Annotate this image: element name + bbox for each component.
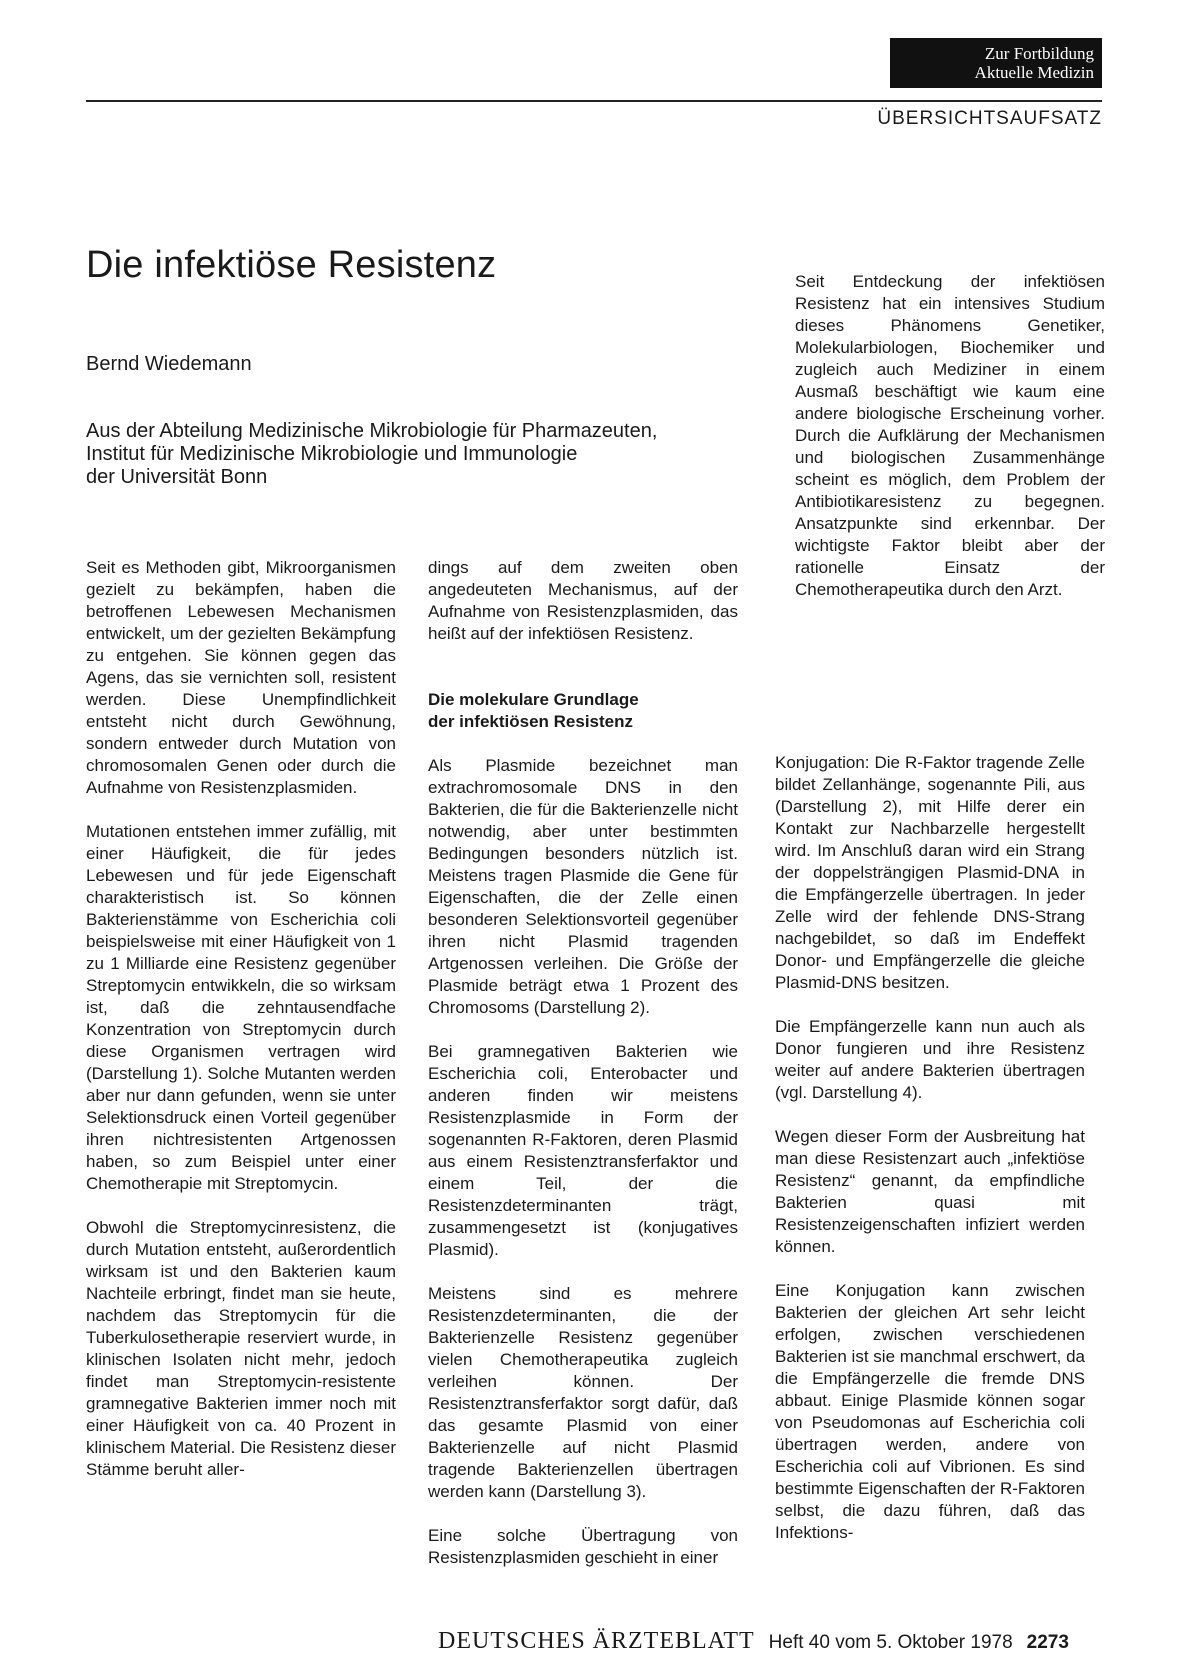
paragraph: Mutationen entstehen immer zufällig, mit einer Häufigkeit, die für jedes Lebewesen und für jede Eigenschaft charakteristisch ist. So können Bakterienstämme von Escherichia coli beispielsweise mit einer Häufigkeit von 1 zu 1 Milliarde eine Resistenz gegenüber Streptomycin entwikkeln, die so wirksam ist, daß die zehntausendfache Konzentration von Streptomycin durch diese Organismen vertragen wird (Darstellung 1). Solche Mutanten werden aber nur dann gefunden, wenn sie unter Selektionsdruck einen Vorteil gegenüber ihren nichtresistenten Artgenossen haben, so zum Beispiel unter einer Chemotherapie mit Streptomycin.: [86, 822, 396, 1193]
column-1: [86, 557, 396, 1503]
paragraph: Konjugation: Die R-Faktor tragende Zelle bildet Zellanhänge, sogenannte Pili, aus (Darstellung 2), mit Hilfe derer ein Kontakt zur Nachbarzelle hergestellt wird. Im Anschluß daran wird ein Strang der doppelsträngigen Plasmid-DNA in die Empfängerzelle übertragen. In jeder Zelle wird der fehlende DNS-Strang nachgebildet, so daß im Endeffekt Donor- und Empfängerzelle die gleiche Plasmid-DNS besitzen.: [775, 753, 1085, 992]
page-number: 2273: [1026, 1632, 1069, 1653]
affiliation-line: Institut für Medizinische Mikrobiologie und Immunologie: [86, 443, 578, 465]
article-title: Die infektiöse Resistenz: [86, 244, 497, 286]
header-rule: [86, 100, 1102, 102]
section-label: ÜBERSICHTSAUFSATZ: [877, 108, 1102, 129]
paragraph: Meistens sind es mehrere Resistenzdeterminanten, die der Bakterienzelle Resistenz gegenüber vielen Chemotherapeutika zugleich verleihen können. Der Resistenztransferfaktor sorgt dafür, daß das gesamte Plasmid von einer Bakterienzelle auf nicht Plasmid tragende Bakterienzellen übertragen werden kann (Darstellung 3).: [428, 1284, 738, 1501]
abstract: [795, 271, 1105, 623]
paragraph: Bei gramnegativen Bakterien wie Escherichia coli, Enterobacter und anderen finden wir meistens Resistenzplasmide in Form der sogenannten R-Faktoren, deren Plasmid aus einem Resistenztransferfaktor und einem Teil, der die Resistenzdeterminanten trägt, zusammengesetzt ist (konjugatives Plasmid).: [428, 1042, 738, 1259]
subheading-line-2: der infektiösen Resistenz: [428, 712, 634, 731]
category-badge: [890, 38, 1102, 88]
abstract-text: Seit Entdeckung der infektiösen Resistenz hat ein intensives Studium dieses Phänomens Genetiker, Molekularbiologen, Biochemiker und zugleich auch Mediziner in einem Ausmaß beschäftigt wie kaum eine andere biologische Erscheinung vorher. Durch die Aufklärung der Mechanismen und biologischen Zusammenhänge scheint es möglich, dem Problem der Antibiotikaresistenz zu begegnen. Ansatzpunkte sind erkennbar. Der wichtigste Faktor bleibt aber der rationelle Einsatz der Chemotherapeutika durch den Arzt.: [795, 272, 1105, 599]
paragraph: Als Plasmide bezeichnet man extrachromosomale DNS in den Bakterien, die für die Bakterienzelle nicht notwendig, aber unter bestimmten Bedingungen besonders nützlich ist. Meistens tragen Plasmide die Gene für Eigenschaften, die der Zelle einen besonderen Selektionsvorteil gegenüber ihren nicht Plasmid tragenden Artgenossen verleihen. Die Größe der Plasmide beträgt etwa 1 Prozent des Chromosoms (Darstellung 2).: [428, 756, 738, 1017]
paragraph: Seit es Methoden gibt, Mikroorganismen gezielt zu bekämpfen, haben die betroffenen Lebewesen Mechanismen entwickelt, um der gezielten Bekämpfung zu entgehen. Sie können gegen das Agens, das sie vernichten soll, resistent werden. Diese Unempfindlichkeit entsteht nicht durch Gewöhnung, sondern entweder durch Mutation von chromosomalen Genen oder durch die Aufnahme von Resistenzplasmiden.: [86, 558, 396, 797]
badge-line-1: Zur Fortbildung: [984, 44, 1094, 63]
journal-name: DEUTSCHES ÄRZTEBLATT: [438, 1628, 755, 1654]
affiliation-line: der Universität Bonn: [86, 466, 268, 488]
subheading-line-1: Die molekulare Grundlage: [428, 690, 639, 709]
paragraph: dings auf dem zweiten oben angedeuteten Mechanismus, auf der Aufnahme von Resistenzplasmiden, das heißt auf der infektiösen Resistenz.: [428, 558, 738, 643]
author-name: Bernd Wiedemann: [86, 353, 252, 375]
subheading: [428, 689, 738, 733]
affiliation: [86, 420, 657, 489]
paragraph: Eine solche Übertragung von Resistenzplasmiden geschieht in einer: [428, 1526, 738, 1567]
column-2: [428, 557, 738, 1591]
paragraph: Wegen dieser Form der Ausbreitung hat man diese Resistenzart auch „infektiöse Resistenz“ genannt, da empfindliche Bakterien quasi mit Resistenzeigenschaften infiziert werden können.: [775, 1127, 1085, 1256]
page-footer: [438, 1628, 1069, 1655]
paragraph: Die Empfängerzelle kann nun auch als Donor fungieren und ihre Resistenz weiter auf andere Bakterien übertragen (vgl. Darstellung 4).: [775, 1017, 1085, 1102]
issue-info: Heft 40 vom 5. Oktober 1978: [768, 1632, 1013, 1653]
affiliation-line: Aus der Abteilung Medizinische Mikrobiologie für Pharmazeuten,: [86, 420, 658, 442]
column-3: [775, 752, 1085, 1566]
paragraph: Eine Konjugation kann zwischen Bakterien der gleichen Art sehr leicht erfolgen, zwischen verschiedenen Bakterien ist sie manchmal erschwert, da die Empfängerzelle die fremde DNS abbaut. Einige Plasmide können sogar von Pseudomonas auf Escherichia coli übertragen werden, andere von Escherichia coli auf Vibrionen. Es sind bestimmte Eigenschaften der R-Faktoren selbst, die dazu führen, daß das Infektions-: [775, 1281, 1085, 1542]
badge-line-2: Aktuelle Medizin: [974, 63, 1094, 82]
paragraph: Obwohl die Streptomycinresistenz, die durch Mutation entsteht, außerordentlich wirksam ist und den Bakterien kaum Nachteile erbringt, findet man sie heute, nachdem das Streptomycin für die Tuberkulosetherapie reserviert wurde, in klinischen Isolaten nicht mehr, jedoch findet man Streptomycin-resistente gramnegative Bakterien immer noch mit einer Häufigkeit von ca. 40 Prozent in klinischem Material. Die Resistenz dieser Stämme beruht aller-: [86, 1218, 396, 1479]
